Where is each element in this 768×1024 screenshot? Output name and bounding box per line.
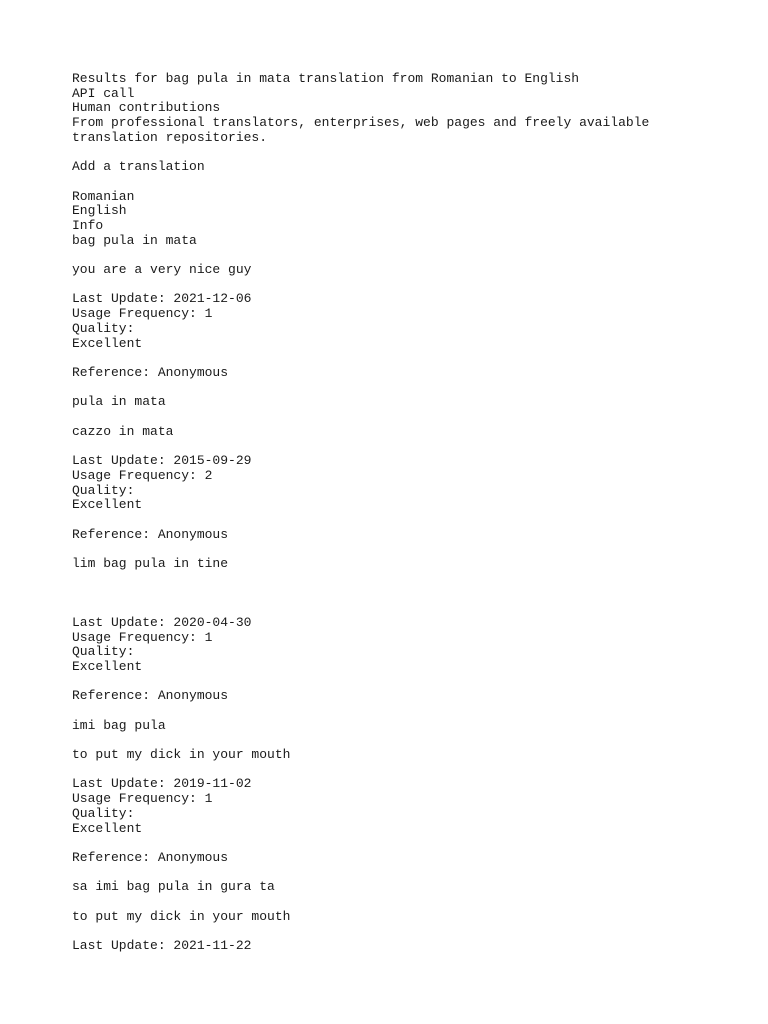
translation-entry (72, 880, 696, 953)
entry-quality-label: Quality: (72, 482, 135, 498)
entry-source-text: lim bag pula in tine (72, 556, 229, 572)
entry-target-text: to put my dick in your mouth (72, 747, 291, 763)
spacer (72, 146, 696, 161)
entry-usage-frequency: Usage Frequency: 1 (72, 306, 213, 322)
spacer (72, 248, 696, 263)
entry-quality-label: Quality: (72, 805, 135, 821)
spacer (72, 763, 696, 778)
entry-source-text: bag pula in mata (72, 232, 197, 248)
spacer (72, 704, 696, 719)
entry-source-text: pula in mata (72, 394, 166, 410)
spacer (72, 924, 696, 939)
spacer (72, 542, 696, 557)
api-call-link[interactable]: API call (72, 85, 135, 101)
entry-last-update: Last Update: 2021-12-06 (72, 291, 252, 307)
entry-reference: Reference: Anonymous (72, 849, 229, 865)
translation-entry (72, 557, 696, 719)
entry-source-text: imi bag pula (72, 717, 166, 733)
spacer (72, 381, 696, 396)
spacer (72, 836, 696, 851)
info-label: Info (72, 218, 104, 233)
results-title: Results for bag pula in mata translation from Romanian to English (72, 71, 580, 86)
entry-reference: Reference: Anonymous (72, 688, 229, 704)
human-contributions-label: Human contributions (72, 100, 221, 116)
spacer (72, 278, 696, 293)
spacer (72, 351, 696, 366)
target-language-label: English (72, 203, 127, 219)
entry-quality-value: Excellent (72, 497, 143, 513)
entry-target-text: cazzo in mata (72, 423, 174, 439)
entry-target-text: you are a very nice guy (72, 262, 252, 278)
spacer (72, 572, 696, 587)
entry-last-update: Last Update: 2019-11-02 (72, 776, 252, 792)
entry-quality-label: Quality: (72, 644, 135, 660)
entry-reference: Reference: Anonymous (72, 364, 229, 380)
entry-last-update: Last Update: 2021-11-22 (72, 938, 252, 954)
entry-usage-frequency: Usage Frequency: 1 (72, 629, 213, 645)
entry-quality-value: Excellent (72, 820, 143, 836)
entry-target-text: to put my dick in your mouth (72, 908, 291, 924)
translation-entry (72, 234, 696, 396)
spacer (72, 175, 696, 190)
document-page (72, 72, 696, 954)
spacer (72, 410, 696, 425)
spacer (72, 733, 696, 748)
spacer (72, 601, 696, 616)
spacer (72, 513, 696, 528)
spacer (72, 439, 696, 454)
spacer (72, 895, 696, 910)
spacer (72, 675, 696, 690)
spacer (72, 866, 696, 881)
source-note-line-1: From professional translators, enterprises, web pages and freely available (72, 115, 650, 131)
entry-quality-value: Excellent (72, 658, 143, 674)
source-note-line-2: translation repositories. (72, 129, 268, 145)
source-language-label: Romanian (72, 188, 135, 204)
add-translation-link[interactable]: Add a translation (72, 159, 205, 175)
entry-target-text (72, 586, 696, 601)
entry-reference: Reference: Anonymous (72, 526, 229, 542)
entry-quality-label: Quality: (72, 320, 135, 336)
translation-entry (72, 395, 696, 557)
entry-last-update: Last Update: 2020-04-30 (72, 614, 252, 630)
entry-usage-frequency: Usage Frequency: 1 (72, 791, 213, 807)
translation-entry (72, 719, 696, 881)
entry-usage-frequency: Usage Frequency: 2 (72, 467, 213, 483)
entry-source-text: sa imi bag pula in gura ta (72, 879, 275, 895)
entry-last-update: Last Update: 2015-09-29 (72, 453, 252, 469)
entry-quality-value: Excellent (72, 335, 143, 351)
